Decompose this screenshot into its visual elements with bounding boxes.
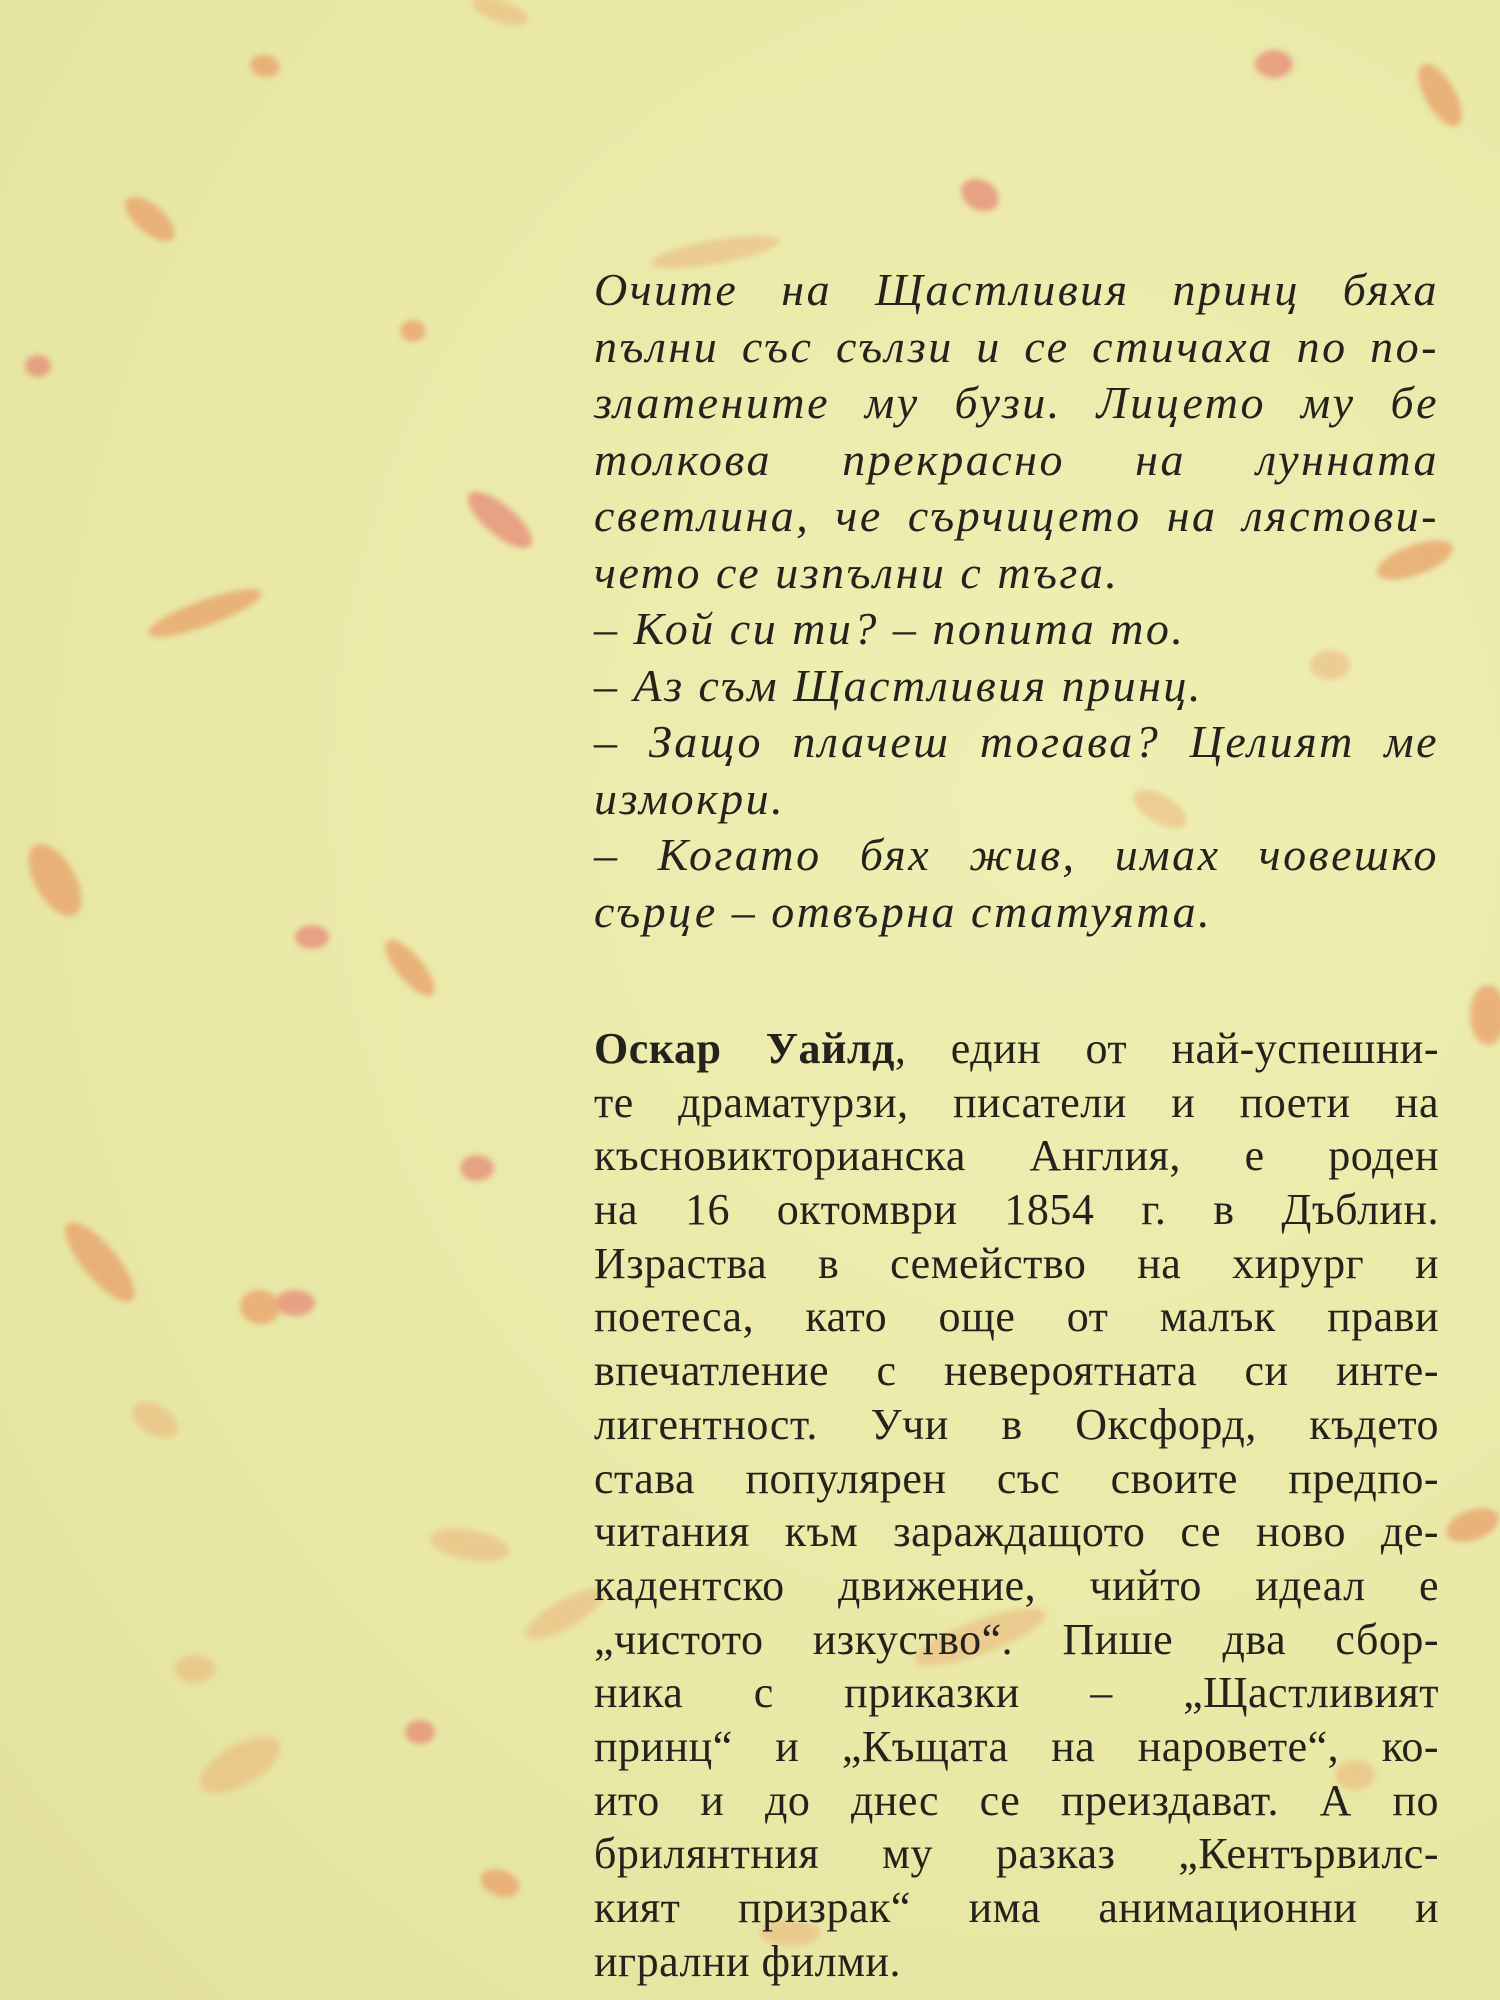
quote-line: – Кой си ти? – попита то. [594,603,1186,654]
petal-shape [144,580,266,645]
quote-line: измокри. [594,772,786,824]
quote-line: златените му бузи. Лицето му бе [594,377,1439,428]
bio-line: поетеса, като още от малък прави [594,1292,1439,1342]
bio-line: кият призрак“ има анимационни и [594,1883,1439,1932]
quote-line: толкова прекрасно на лунната [594,433,1439,485]
petal-shape [25,355,51,377]
bio-line: ито и до днес се преиздават. А по [594,1775,1439,1825]
petal-shape [378,933,443,1003]
petal-shape [460,1155,494,1181]
quote-line: – Аз съм Щастливия принц. [594,659,1203,711]
petal-shape [468,0,532,32]
bio-line: те драматурзи, писатели и поети на [594,1077,1439,1127]
bio-line: принц“ и „Къщата на наровете“, ко- [594,1721,1439,1771]
bio-line: късновикторианска Англия, е роден [594,1131,1439,1181]
bio-line: брилянтния му разказ „Кентървилс- [594,1829,1439,1879]
bio-line: ника с приказки – „Щастливият [594,1668,1439,1718]
quote-line: Очите на Щастливия принц бяха [594,264,1439,315]
petal-shape [1442,1501,1500,1548]
petal-shape [191,1725,289,1805]
bio-line: кадентско движение, чийто идеал е [594,1560,1439,1610]
author-name: Оскар Уайлд [594,1024,895,1073]
bio-line: впечатление с невероятната си инте- [594,1346,1439,1396]
petal-shape [295,925,329,949]
petal-shape [955,172,1005,218]
author-biography [594,1022,1439,1988]
petal-shape [460,483,541,557]
cover-text [594,262,1439,1988]
bio-first-line-rest: , един от най-успешни- [894,1024,1439,1073]
petal-shape [1410,57,1471,133]
petal-shape [118,189,182,249]
bio-line: „чистото изкуство“. Пише два сбор- [594,1614,1439,1664]
petal-shape [126,1395,184,1446]
petal-shape [175,1655,215,1683]
petal-shape [1470,985,1500,1045]
bio-line: лигентност. Учи в Оксфорд, където [594,1399,1439,1449]
quote-line: пълни със сълзи и се стичаха по по- [594,320,1439,372]
bio-line: игрални филми. [594,1936,901,1986]
petal-shape [428,1523,512,1566]
bio-line: става популярен със своите предпо- [594,1453,1439,1503]
petal-shape [55,1213,145,1311]
quote-line: – Защо плачеш тогава? Целият ме [594,716,1439,767]
quote-line: сърце – отвърна статуята. [594,885,1213,937]
bio-first-line [594,1022,1439,1076]
petal-shape [275,1290,315,1316]
quote-line: – Когато бях жив, имах човешко [594,829,1439,880]
bio-line: читания към зараждащото се ново де- [594,1507,1439,1557]
quote-line: чето се изпълни с тъга. [594,546,1120,598]
bio-line: Израства в семейство на хирург и [594,1238,1439,1288]
petal-shape [400,320,426,342]
quote-line: светлина, че сърчицето на лястови- [594,490,1439,541]
petal-shape [1255,50,1293,78]
petal-shape [237,1287,282,1327]
petal-shape [248,53,281,80]
petal-shape [477,1864,523,1902]
petal-shape [405,1720,435,1744]
quote-excerpt [594,262,1439,940]
petal-shape [18,835,93,924]
bio-line: на 16 октомври 1854 г. в Дъблин. [594,1185,1439,1235]
